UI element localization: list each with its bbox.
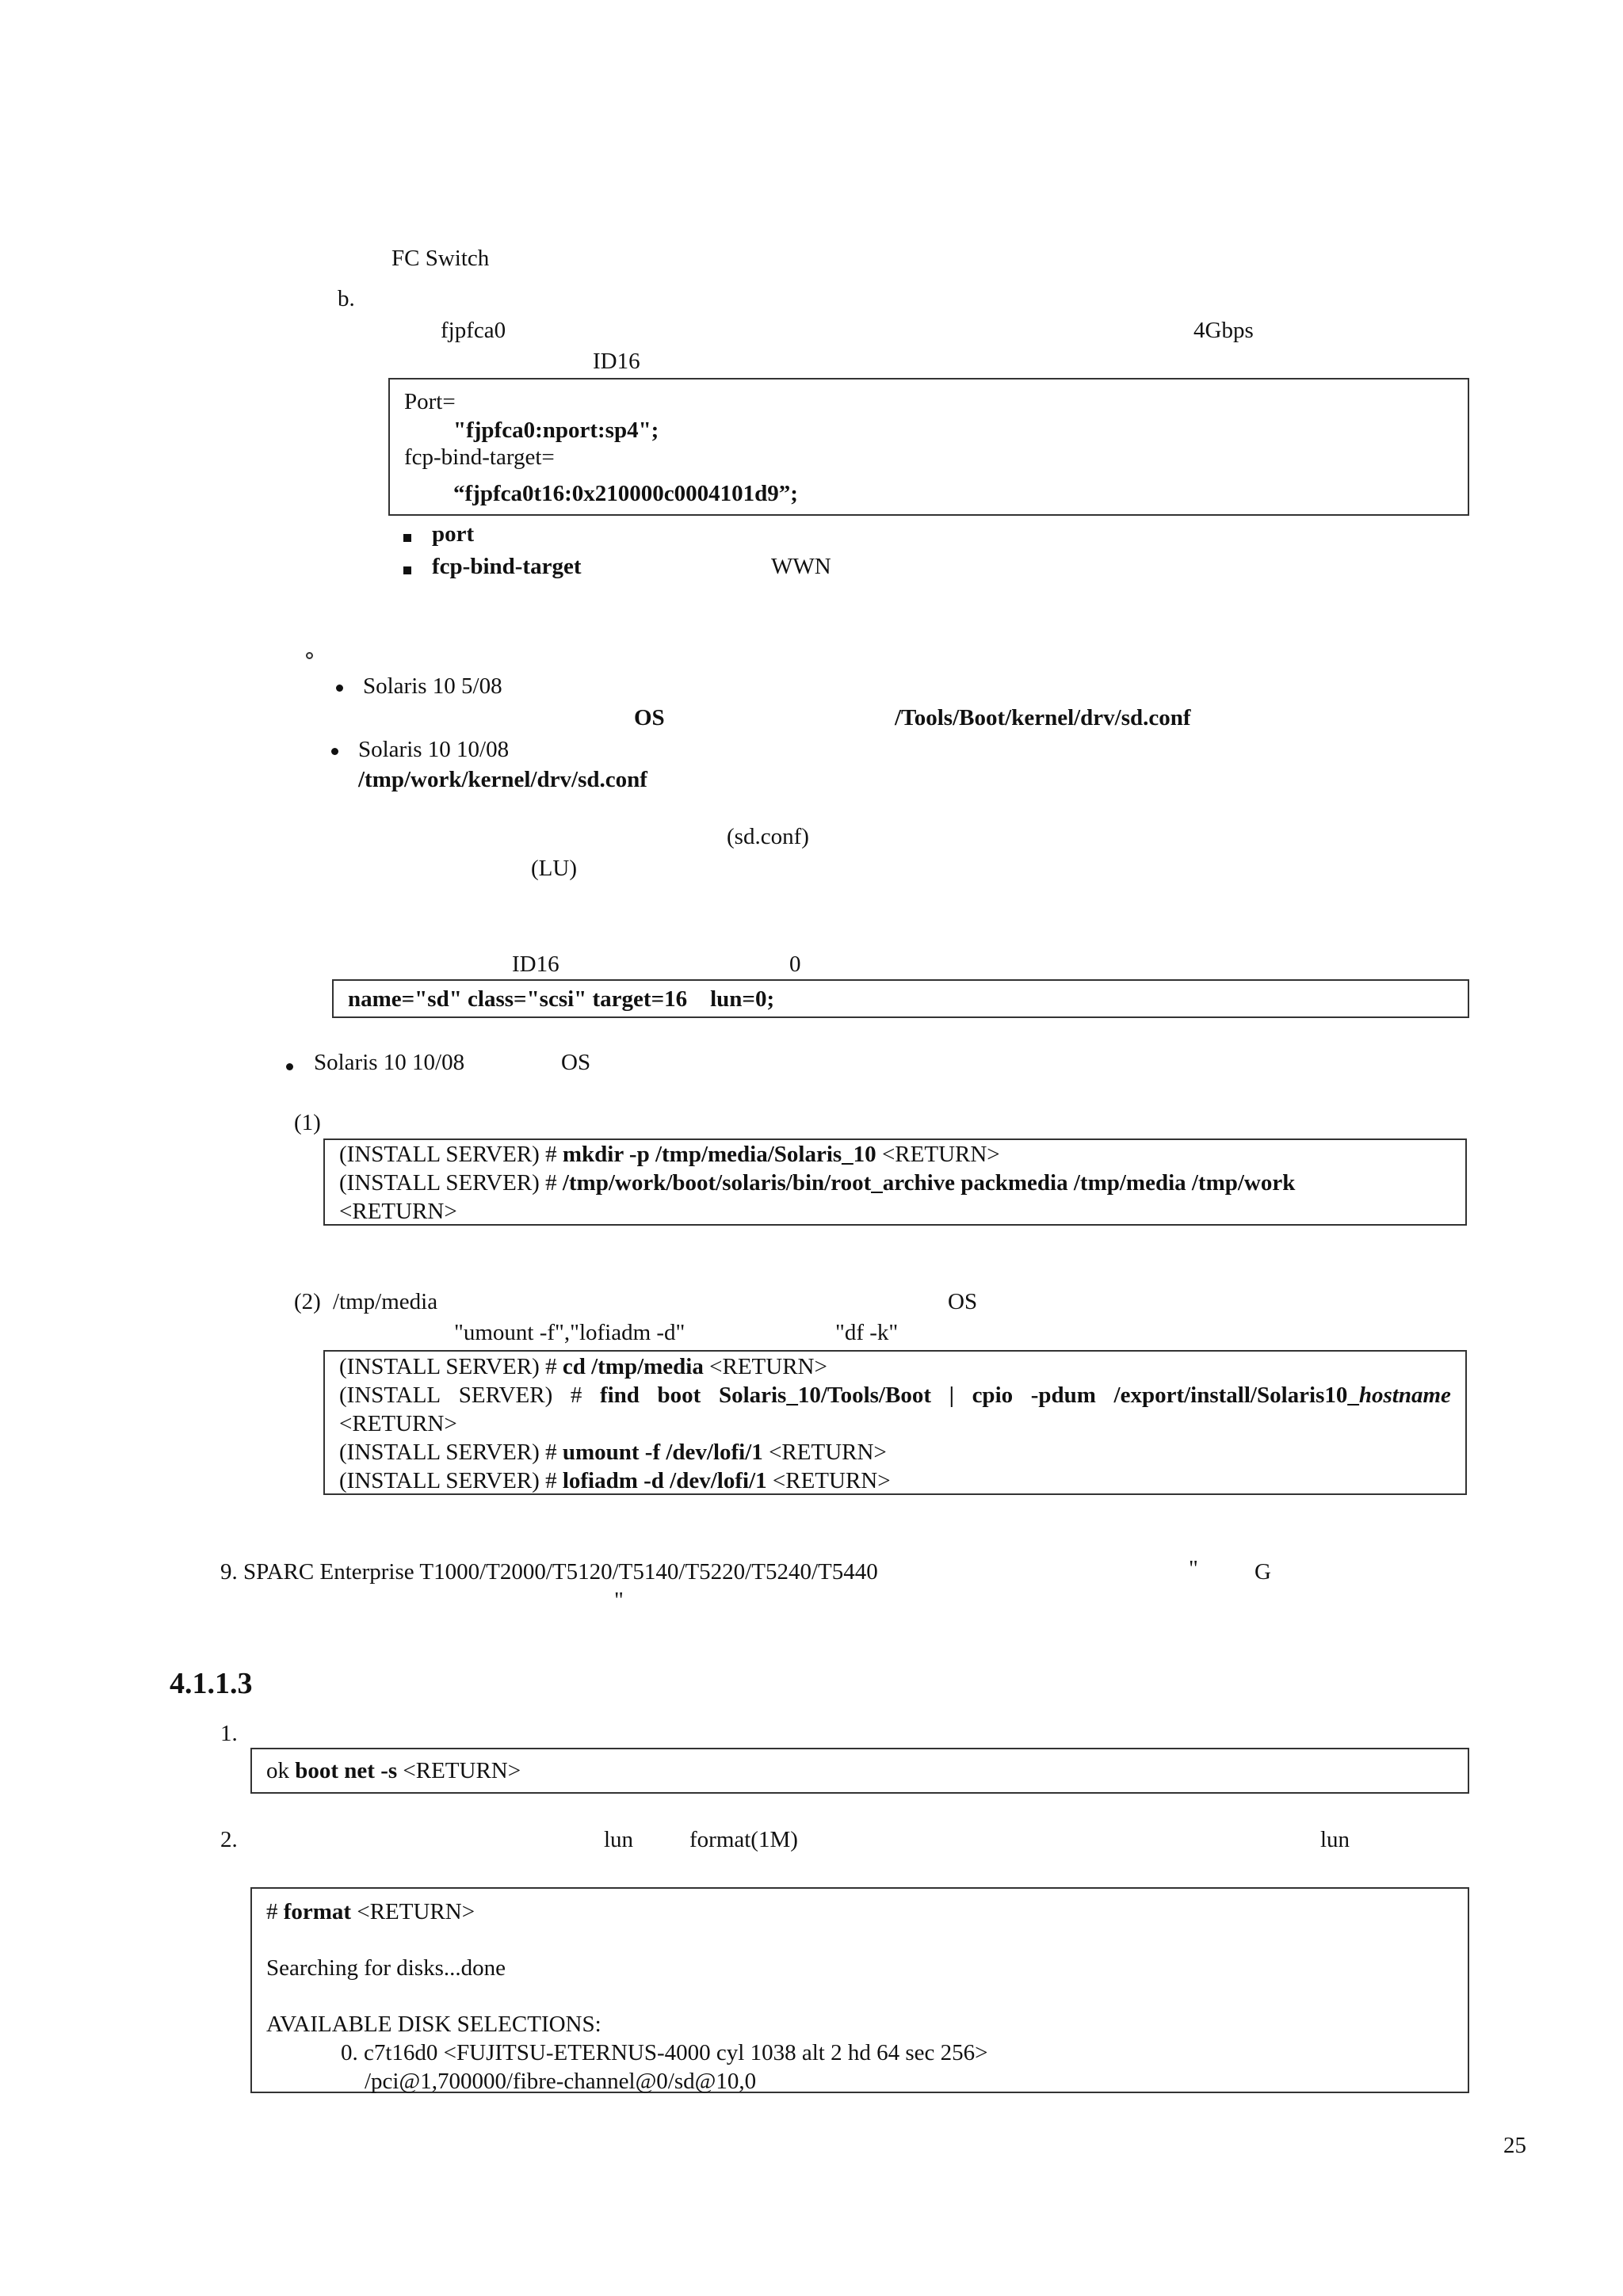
bullet-port: port — [432, 521, 475, 547]
command-line: (INSTALL SERVER) # umount -f /dev/lofi/1 <RETURN> — [339, 1440, 887, 1465]
lun-zero-label: 0 — [789, 952, 801, 977]
step-2-label: (2) — [294, 1289, 321, 1314]
port-value: "fjpfca0:nport:sp4"; — [453, 418, 659, 443]
copy-boot-command-box — [323, 1350, 1467, 1495]
square-bullet — [403, 534, 411, 542]
port-key: Port= — [404, 389, 456, 414]
df-k-note: "df -k" — [835, 1320, 899, 1345]
fjpfca0-label: fjpfca0 — [441, 318, 506, 343]
sd-conf-box — [332, 979, 1469, 1018]
wwn-label: WWN — [771, 554, 831, 579]
bullet-bind-target: fcp-bind-target — [432, 554, 582, 579]
sd-conf-line: name="sd" class="scsi" target=16 lun=0; — [348, 986, 775, 1012]
os-label: OS — [561, 1050, 591, 1075]
step-1-label: (1) — [294, 1110, 321, 1135]
command-line: (INSTALL SERVER) # cd /tmp/media <RETURN> — [339, 1354, 827, 1379]
command-line: # format <RETURN> — [266, 1899, 475, 1924]
bind-key: fcp-bind-target= — [404, 444, 555, 470]
sd-conf-label: (sd.conf) — [727, 824, 809, 849]
step-2-number: 2. — [220, 1827, 238, 1852]
output-line: Searching for disks...done — [266, 1955, 506, 1981]
solaris-5-08-item: Solaris 10 5/08 — [363, 673, 502, 699]
command-line: (INSTALL SERVER) # /tmp/work/boot/solaris/bin/root_archive packmedia /tmp/media /tmp/work — [339, 1170, 1296, 1196]
bullet — [286, 1063, 293, 1070]
bullet — [331, 748, 338, 755]
lun-label: lun — [604, 1827, 634, 1852]
target-id-label: ID16 — [593, 349, 640, 374]
command-line: <RETURN> — [339, 1411, 457, 1436]
format-output-box — [250, 1887, 1469, 2093]
bullet — [336, 685, 343, 692]
target-id-label: ID16 — [512, 952, 559, 977]
g-label: G — [1254, 1559, 1271, 1585]
os-label: OS — [634, 705, 665, 730]
command-line: <RETURN> — [339, 1199, 457, 1224]
output-line: 0. c7t16d0 <FUJITSU-ETERNUS-4000 cyl 1038 alt 2 hd 64 sec 256> — [341, 2040, 988, 2065]
boot-command-box — [250, 1748, 1469, 1794]
port-config-box — [388, 378, 1469, 516]
quote-mark: " — [614, 1588, 624, 1613]
page-number: 25 — [1503, 2133, 1526, 2158]
command-line: ok boot net -s <RETURN> — [266, 1758, 521, 1783]
packmedia-command-box — [323, 1138, 1467, 1226]
format-label: format(1M) — [689, 1827, 798, 1852]
square-bullet — [403, 566, 411, 574]
tools-sd-conf-path: /Tools/Boot/kernel/drv/sd.conf — [895, 705, 1191, 730]
umount-note: "umount -f","lofiadm -d" — [454, 1320, 685, 1345]
os-label: OS — [948, 1289, 978, 1314]
tmp-media-path: /tmp/media — [333, 1289, 438, 1314]
step-1-number: 1. — [220, 1721, 238, 1746]
fc-switch-label: FC Switch — [391, 246, 490, 271]
command-line: (INSTALL SERVER) # lofiadm -d /dev/lofi/1 <RETURN> — [339, 1468, 891, 1493]
tmp-sd-conf-path: /tmp/work/kernel/drv/sd.conf — [358, 767, 647, 792]
quote-mark: " — [1189, 1556, 1198, 1581]
solaris-10-08-bullet: Solaris 10 10/08 — [314, 1050, 465, 1075]
command-line: (INSTALL SERVER) # find boot Solaris_10/Tools/Boot | cpio -pdum /export/install/Solaris10_hostname — [339, 1383, 1451, 1408]
command-line: (INSTALL SERVER) # mkdir -p /tmp/media/Solaris_10 <RETURN> — [339, 1142, 1000, 1167]
speed-label: 4Gbps — [1193, 318, 1254, 343]
lu-label: (LU) — [531, 856, 577, 881]
output-line: /pci@1,700000/fibre-channel@0/sd@10,0 — [365, 2069, 757, 2094]
section-heading: 4.1.1.3 — [170, 1667, 253, 1700]
step-9-text: 9. SPARC Enterprise T1000/T2000/T5120/T5140/T5220/T5240/T5440 — [220, 1559, 878, 1585]
lun-label: lun — [1320, 1827, 1350, 1852]
hollow-bullet — [306, 652, 313, 659]
step-b-label: b. — [338, 286, 355, 311]
output-line: AVAILABLE DISK SELECTIONS: — [266, 2012, 601, 2037]
bind-value: “fjpfca0t16:0x210000c0004101d9”; — [453, 481, 798, 506]
solaris-10-08-item: Solaris 10 10/08 — [358, 737, 510, 762]
